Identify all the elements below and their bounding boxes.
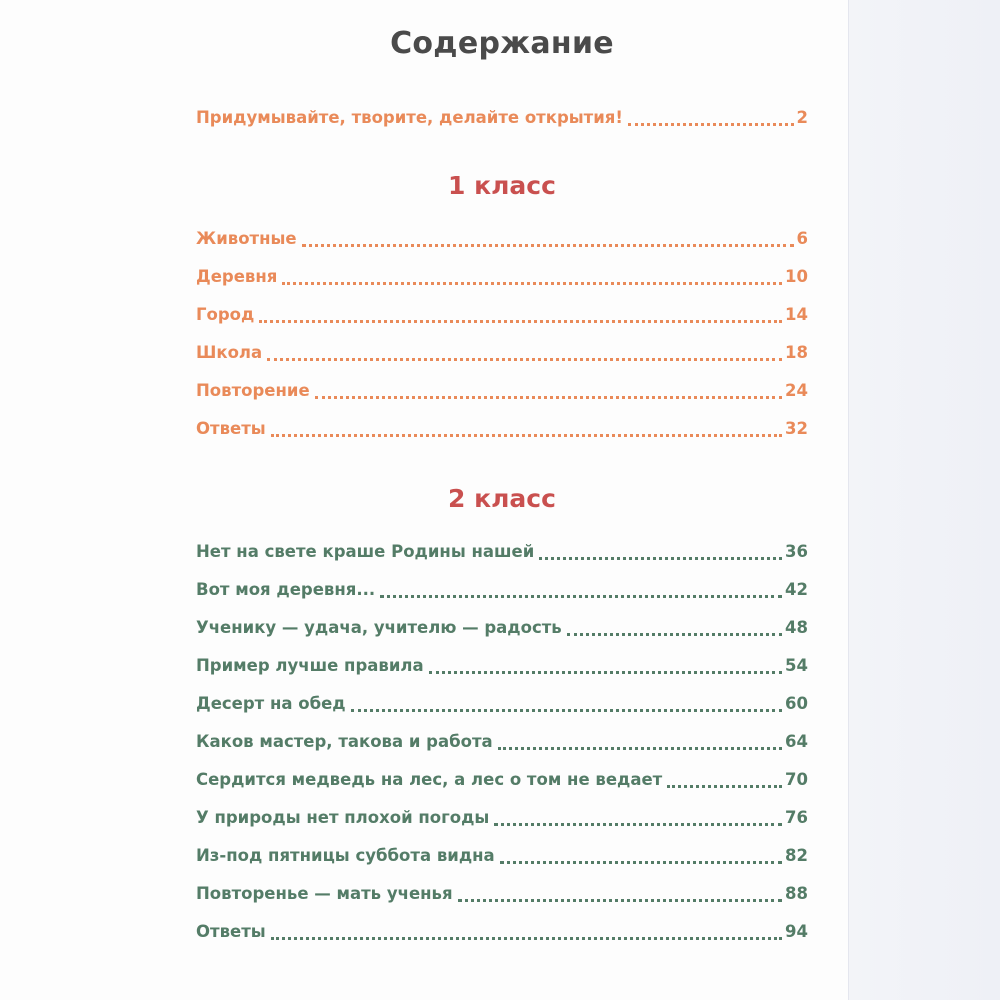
entry-label: Пример лучше правила <box>196 656 424 675</box>
dot-leader <box>271 434 782 437</box>
section-title-grade-1: 1 класс <box>448 171 556 200</box>
entry-page: 18 <box>785 343 808 362</box>
toc-entry[interactable] <box>196 334 808 372</box>
toc-entry[interactable] <box>196 723 808 761</box>
toc-entry[interactable] <box>196 799 808 837</box>
entry-page: 64 <box>785 732 808 751</box>
entry-page: 14 <box>785 305 808 324</box>
dot-leader <box>282 282 782 285</box>
dot-leader <box>667 785 782 788</box>
dot-leader <box>302 244 794 247</box>
dot-leader <box>267 358 782 361</box>
entry-page: 42 <box>785 580 808 599</box>
dot-leader <box>567 633 782 636</box>
entry-page: 6 <box>796 229 808 248</box>
dot-leader <box>628 123 794 126</box>
toc-entry[interactable] <box>196 533 808 571</box>
entry-page: 24 <box>785 381 808 400</box>
toc-entry[interactable] <box>196 647 808 685</box>
toc-entry[interactable] <box>196 410 808 448</box>
toc-entry[interactable] <box>196 571 808 609</box>
entry-label: Десерт на обед <box>196 694 346 713</box>
entry-label: Повторенье — мать ученья <box>196 884 453 903</box>
entry-label: Деревня <box>196 267 278 286</box>
toc-entry[interactable] <box>196 609 808 647</box>
dot-leader <box>500 861 782 864</box>
toc-entry[interactable] <box>196 220 808 258</box>
toc-entry[interactable] <box>196 372 808 410</box>
entry-label: Животные <box>196 229 297 248</box>
dot-leader <box>271 937 782 940</box>
toc-entry[interactable] <box>196 875 808 913</box>
toc-entry[interactable] <box>196 296 808 334</box>
entry-page: 94 <box>785 922 808 941</box>
entry-page: 54 <box>785 656 808 675</box>
entry-label: Каков мастер, такова и работа <box>196 732 493 751</box>
page-edge <box>848 0 1000 1000</box>
entry-label: Из-под пятницы суббота видна <box>196 846 495 865</box>
entry-label: Повторение <box>196 381 310 400</box>
entry-page: 82 <box>785 846 808 865</box>
entry-label: У природы нет плохой погоды <box>196 808 490 827</box>
toc-entry[interactable] <box>196 685 808 723</box>
toc-entry[interactable] <box>196 913 808 951</box>
dot-leader <box>458 899 782 902</box>
toc-entry[interactable] <box>196 761 808 799</box>
dot-leader <box>498 747 782 750</box>
entry-page: 32 <box>785 419 808 438</box>
entry-page: 10 <box>785 267 808 286</box>
dot-leader <box>380 595 782 598</box>
entry-label: Сердится медведь на лес, а лес о том не ведает <box>196 770 663 789</box>
entry-label: Вот моя деревня... <box>196 580 376 599</box>
entry-page: 60 <box>785 694 808 713</box>
entry-label: Придумывайте, творите, делайте открытия! <box>196 108 623 127</box>
entry-page: 36 <box>785 542 808 561</box>
entry-label: Ответы <box>196 419 266 438</box>
entry-label: Школа <box>196 343 263 362</box>
dot-leader <box>539 557 782 560</box>
entry-page: 70 <box>785 770 808 789</box>
toc-entry[interactable] <box>196 258 808 296</box>
entry-label: Ученику — удача, учителю — радость <box>196 618 562 637</box>
entry-label: Город <box>196 305 255 324</box>
dot-leader <box>259 320 782 323</box>
toc-heading: Содержание <box>390 26 614 61</box>
entry-page: 2 <box>796 108 808 127</box>
dot-leader <box>315 396 782 399</box>
entry-page: 76 <box>785 808 808 827</box>
entry-page: 48 <box>785 618 808 637</box>
section-spacer <box>196 448 808 484</box>
entry-label: Ответы <box>196 922 266 941</box>
toc-entry[interactable] <box>196 837 808 875</box>
entry-label: Нет на свете краше Родины нашей <box>196 542 535 561</box>
table-of-contents <box>196 26 808 951</box>
toc-entry-intro[interactable] <box>196 99 808 137</box>
dot-leader <box>429 671 782 674</box>
entry-page: 88 <box>785 884 808 903</box>
dot-leader <box>494 823 782 826</box>
dot-leader <box>351 709 782 712</box>
section-title-grade-2: 2 класс <box>448 484 556 513</box>
